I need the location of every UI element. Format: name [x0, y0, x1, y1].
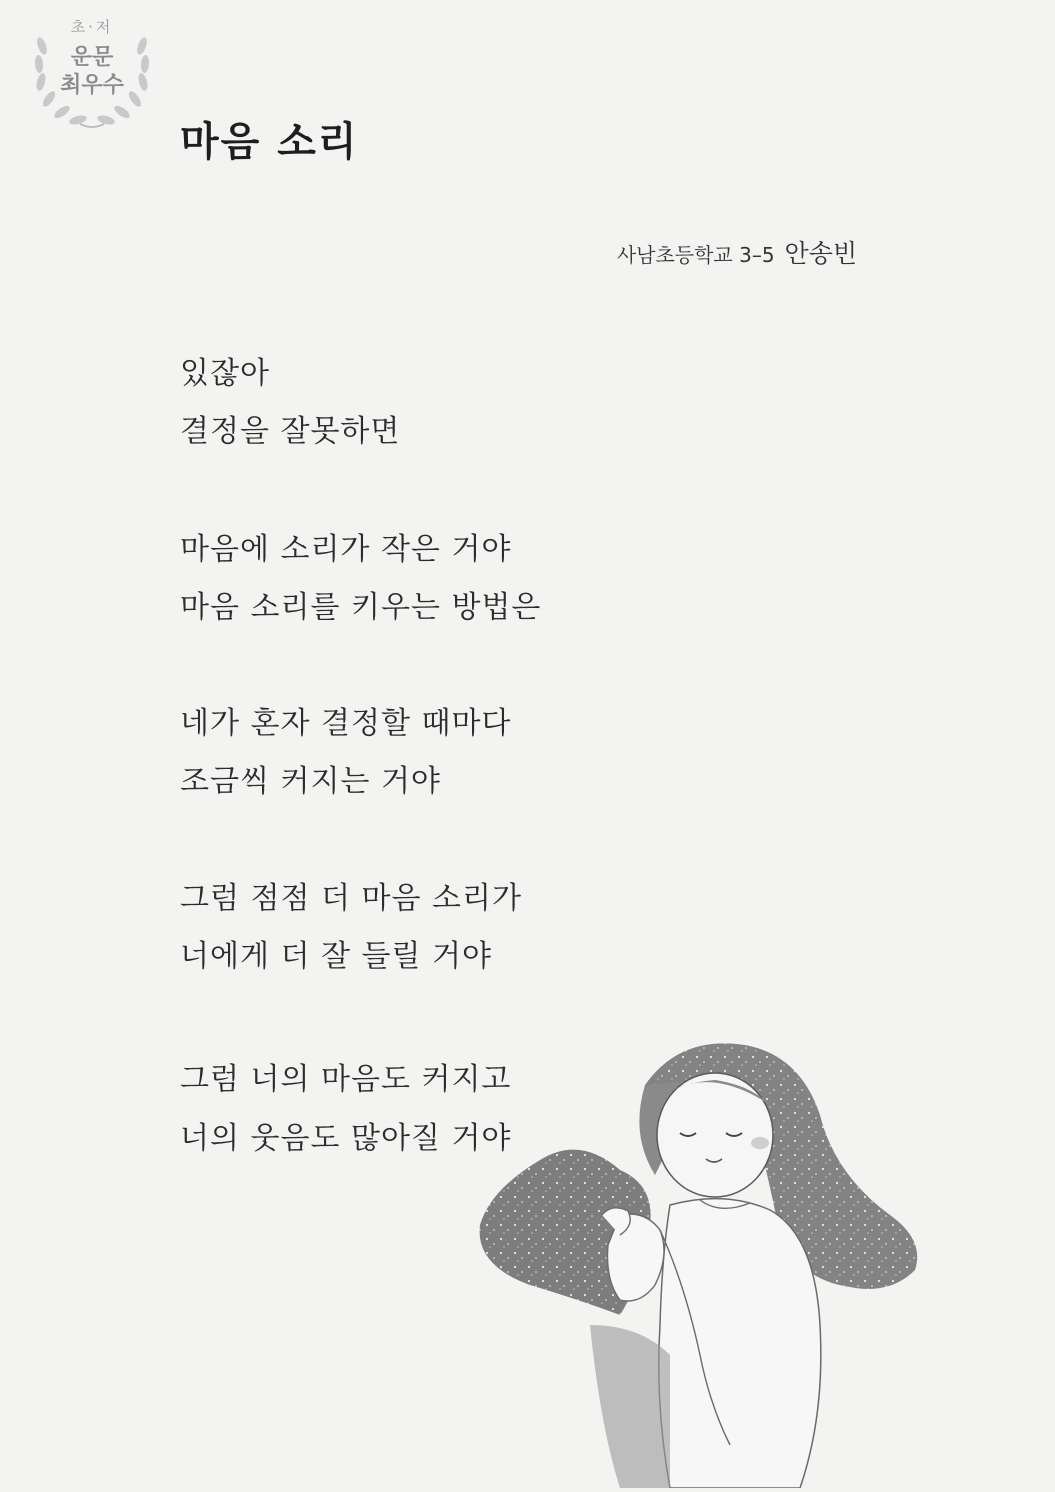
poem-title: 마음 소리	[180, 119, 359, 165]
badge-genre: 운문	[70, 45, 114, 70]
girl-with-heart-illustration	[470, 1025, 940, 1488]
poem-line: 마음에 소리가 작은 거야	[180, 532, 512, 567]
author-name: 안송빈	[784, 239, 857, 268]
poem-line: 마음 소리를 키우는 방법은	[180, 590, 542, 625]
poem-line: 너의 웃음도 많아질 거야	[180, 1121, 512, 1156]
badge-category: 초·저	[70, 18, 114, 36]
girl-illustration-icon	[470, 1025, 940, 1488]
poem-line: 너에게 더 잘 들릴 거야	[180, 939, 492, 974]
poem-line: 그럼 너의 마음도 커지고	[180, 1062, 512, 1097]
author-school: 사남초등학교 3–5	[616, 243, 775, 267]
poem-line: 조금씩 커지는 거야	[180, 764, 441, 799]
award-badge	[28, 6, 156, 134]
poem-line: 결정을 잘못하면	[180, 414, 401, 449]
badge-award: 최우수	[60, 73, 124, 98]
poem-line: 네가 혼자 결정할 때마다	[180, 706, 512, 741]
author-line	[617, 234, 857, 270]
poem-line: 있잖아	[180, 356, 270, 391]
poem-line: 그럼 점점 더 마음 소리가	[180, 881, 522, 916]
